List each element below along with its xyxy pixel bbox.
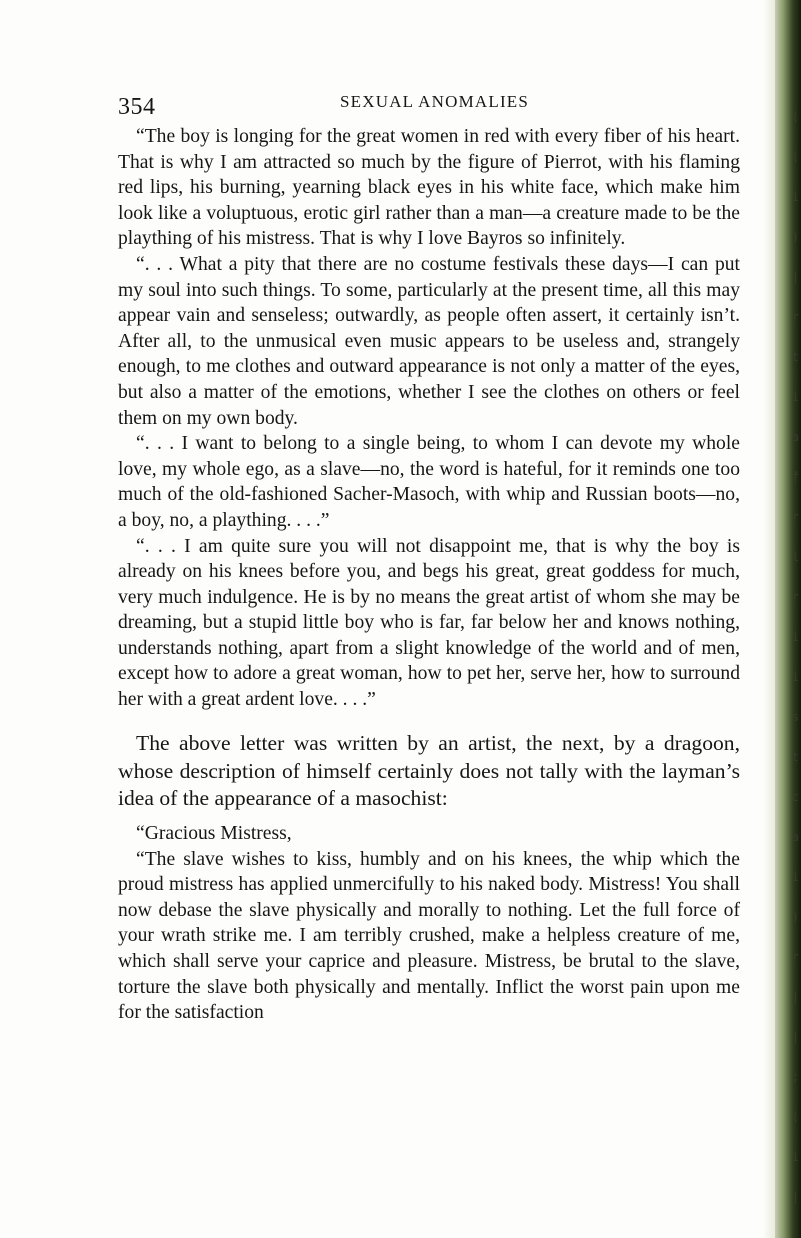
edge-mark: t [791,350,799,364]
edge-mark: r [791,510,799,524]
letter-two-paragraph: “The slave wishes to kiss, humbly and on his knees, the whip which the proud mistress has applied unmercifully to his naked body. Mistress! You shall now debase the slave physically and morally to nothing. Let the full force of your wrath strike me. I am terribly crushed, make a helpless creature of me, which shall serve your caprice and pleasure. Mistress, be brutal to the slave, torture the slave both physically and mentally. Inflict the worst pain upon me for the satisfaction [118,848,740,1024]
edge-mark: f [791,470,799,484]
edge-mark: i [791,1150,799,1164]
edge-mark: ( [791,1110,799,1124]
edge-mark: | [791,990,799,1004]
edge-marks [779,110,799,1230]
edge-mark: i [791,390,799,404]
letter-one-paragraph-4: “. . . I am quite sure you will not disappoint me, that is why the boy is already on his knees before you, and begs his great, great goddess for much, very much indulgence. He is by no means the great artist of whom she may be dreaming, but a stupid little boy who is far, far below her and knows nothing, understands nothing, apart from a slight knowledge of the world and of men, except how to adore a great woman, how to pet her, serve her, how to surround her with a great ardent love. . . .” [118,535,740,711]
edge-mark: t [791,750,799,764]
edge-mark: i [791,190,799,204]
letter-two [118,821,740,1026]
body-paragraph-text: The above letter was written by an artist, the next, by a dragoon, whose description of himself certainly does not tally with the layman’s idea of the appearance of a masochist: [118,731,740,810]
letter-one-paragraph-3: “. . . I want to belong to a single being, to whom I can devote my whole love, my whole ego, as a slave—no, the word is hateful, for it reminds one too much of the old-fashioned Sacher-Masoch, with whip and Russian boots—no, a boy, no, a plaything. . . .” [118,433,740,531]
edge-mark: i [791,670,799,684]
edge-mark: a [791,430,799,444]
edge-mark: c [791,790,799,804]
page-number: 354 [118,94,156,120]
edge-mark: l [791,550,799,564]
edge-mark: ) [791,910,799,924]
page-curl-shadow [763,0,775,1238]
edge-mark: r [791,590,799,604]
edge-mark: ; [791,1070,799,1084]
edge-mark: s [791,710,799,724]
edge-mark: | [791,270,799,284]
edge-mark: a [791,830,799,844]
edge-mark: i [791,630,799,644]
edge-mark: r [791,310,799,324]
edge-mark: ( [791,150,799,164]
edge-mark: | [791,1030,799,1044]
edge-mark: r [791,950,799,964]
edge-mark: ) [791,230,799,244]
letter-one-paragraph-1: “The boy is longing for the great women in red with every fiber of his heart. That is why I am attracted so much by the figure of Pierrot, with his flaming red lips, his burning, yearning black eyes in his white face, which make him look like a voluptuous, erotic girl rather than a man—a creature made to be the plaything of his mistress. That is why I love Bayros so infinitely. [118,126,740,250]
edge-mark: i [791,870,799,884]
edge-mark: | [791,1190,799,1204]
letter-one-paragraph-2: “. . . What a pity that there are no costume festivals these days—I can put my soul into such things. To some, particularly at the present time, all this may appear vain and senseless; outwardly, as people often assert, it certainly isn’t. After all, to the unmusical even music appears to be useless and, strangely enough, to me clothes and outward appearance is not only a matter of the eyes, but also a matter of the emotions, whether I see the clothes on others or feel them on my own body. [118,253,740,429]
letter-two-greeting: “Gracious Mistress, [136,823,292,844]
body-paragraph [118,730,740,813]
edge-mark: ( [791,110,799,124]
letter-one [118,124,740,713]
running-head: SEXUAL ANOMALIES [340,92,530,111]
